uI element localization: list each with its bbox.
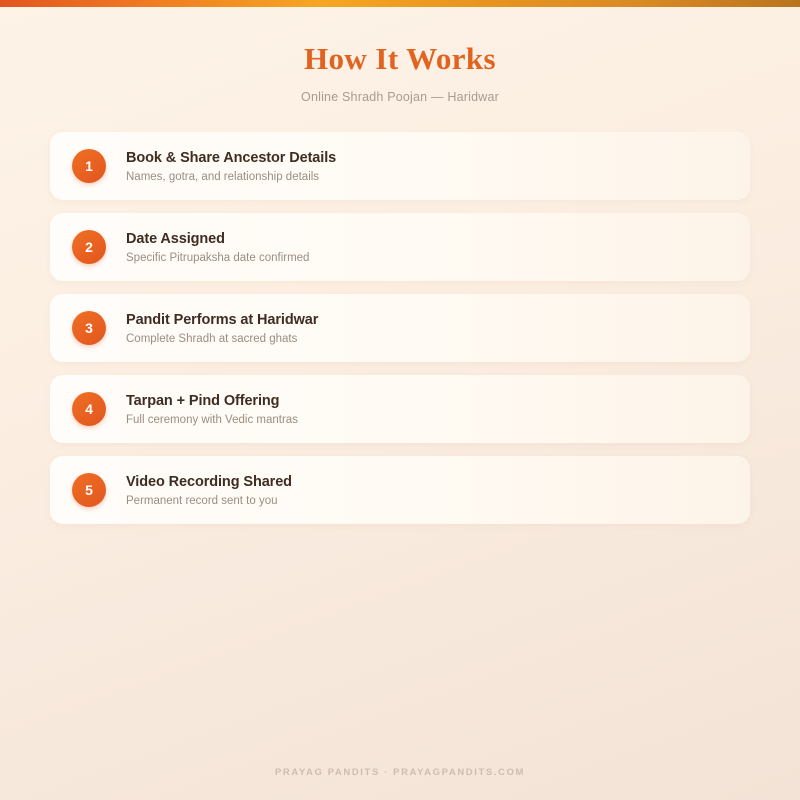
top-accent-bar (0, 0, 800, 7)
footer-text: PRAYAG PANDITS · PRAYAGPANDITS.COM (274, 767, 526, 778)
step-description: Complete Shradh at sacred ghats (126, 332, 298, 345)
step-description: Full ceremony with Vedic mantras (126, 413, 298, 426)
page-header (0, 7, 800, 104)
step-title: Pandit Performs at Haridwar (126, 311, 319, 328)
step-text (126, 312, 318, 345)
step-description: Permanent record sent to you (126, 494, 278, 507)
list-item (50, 456, 750, 524)
step-number-badge: 5 (72, 473, 106, 507)
step-text (126, 393, 298, 426)
step-text (126, 231, 309, 264)
step-title: Video Recording Shared (126, 473, 292, 490)
page-body (0, 7, 800, 800)
list-item (50, 213, 750, 281)
step-description: Names, gotra, and relationship details (126, 170, 320, 183)
list-item (50, 132, 750, 200)
step-number-badge: 2 (72, 230, 106, 264)
step-number-badge: 4 (72, 392, 106, 426)
list-item (50, 294, 750, 362)
steps-list (50, 132, 750, 524)
page-title: How It Works (304, 41, 496, 76)
list-item (50, 375, 750, 443)
page-subtitle: Online Shradh Poojan — Haridwar (301, 90, 499, 104)
step-number-badge: 3 (72, 311, 106, 345)
step-text (126, 474, 292, 507)
step-title: Date Assigned (126, 230, 225, 247)
step-description: Specific Pitrupaksha date confirmed (126, 251, 310, 264)
step-title: Tarpan + Pind Offering (126, 392, 280, 409)
step-title: Book & Share Ancestor Details (126, 149, 337, 166)
step-number-badge: 1 (72, 149, 106, 183)
step-text (126, 150, 336, 183)
